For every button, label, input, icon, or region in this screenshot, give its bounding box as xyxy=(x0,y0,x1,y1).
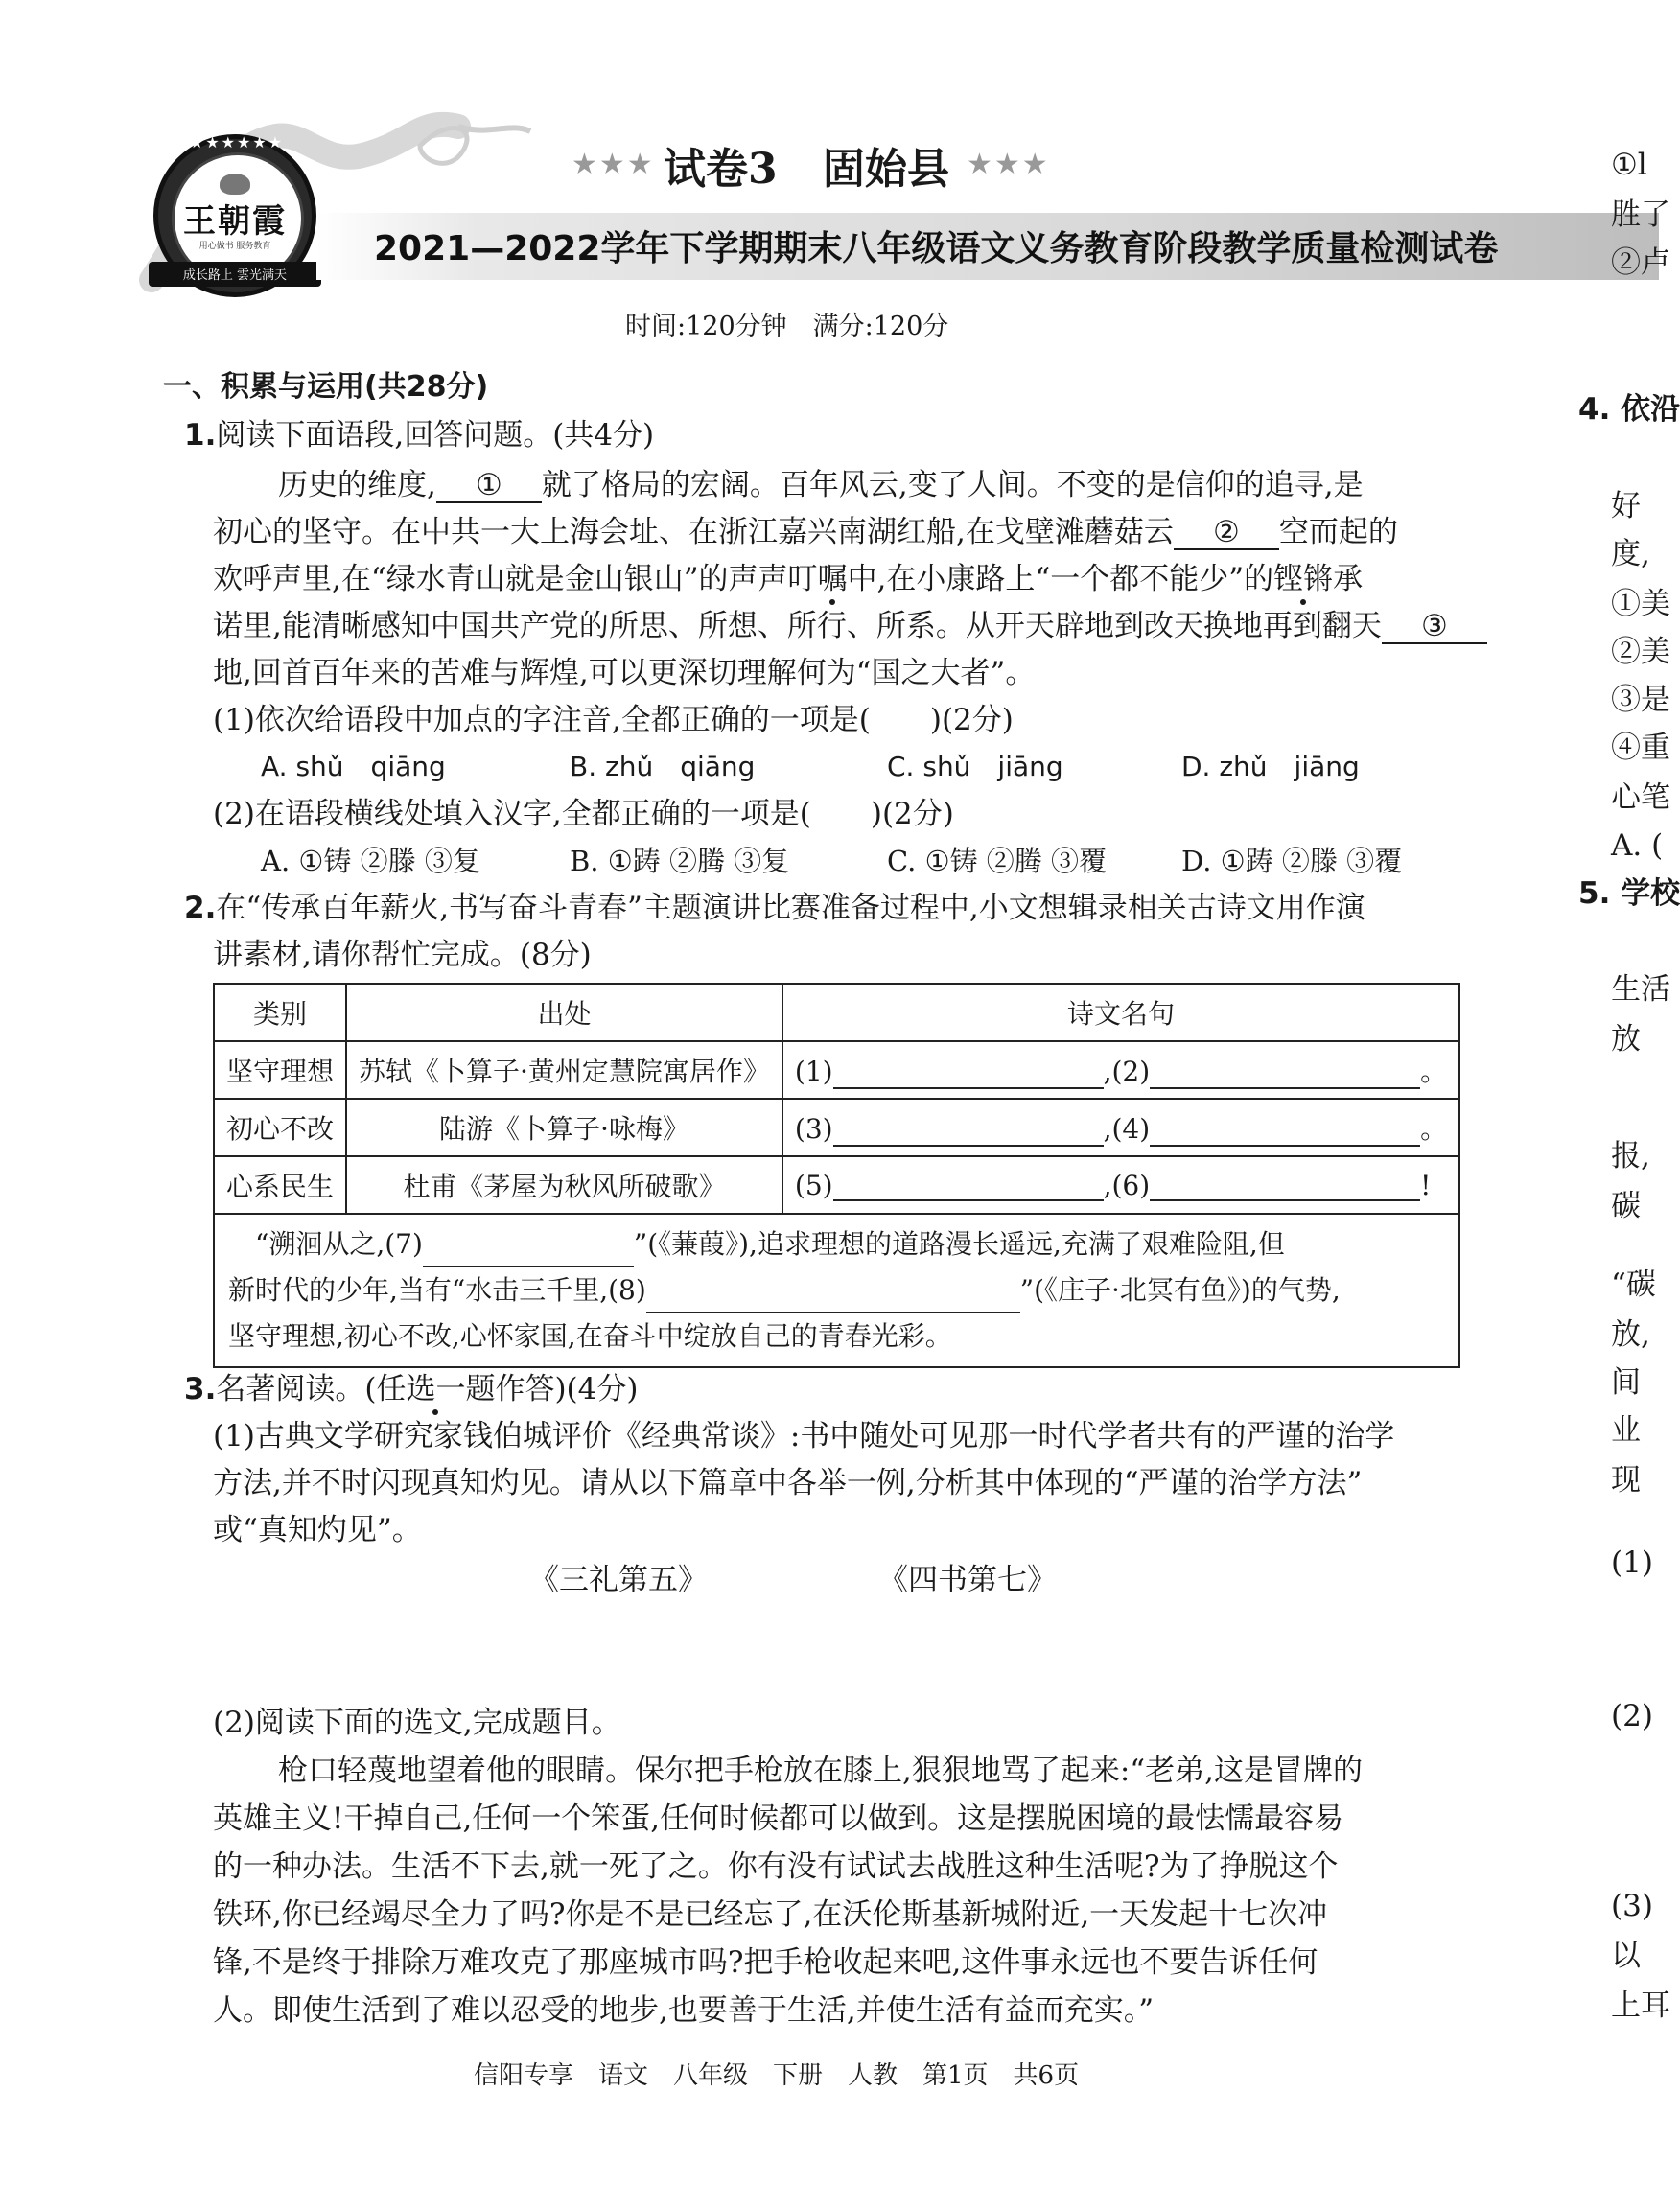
logo-emblem-icon xyxy=(220,174,250,195)
page-footer: 信阳专享 语文 八年级 下册 人教 第1页 共6页 xyxy=(474,2061,1080,2090)
q3-s1-line3: 或“真知灼见”。 xyxy=(213,1513,422,1547)
q1-number: 1. xyxy=(184,418,217,453)
header-category: 类别 xyxy=(214,984,346,1041)
logo-motto: 用心做书 服务教育 xyxy=(198,242,271,251)
chapter-1: 《三礼第五》 xyxy=(529,1563,708,1597)
answer-cell[interactable]: (5) ,(6) ! xyxy=(782,1156,1459,1214)
passage-line-3: 的一种办法。生活不下去,就一死了之。你有没有试试去战胜这种生活呢?为了挣脱这个 xyxy=(213,1849,1339,1884)
passage-line-6: 人。即使生活到了难以忍受的地步,也要善于生活,并使生活有益而充实。” xyxy=(213,1993,1155,2028)
q3-s1-line2: 方法,并不时闪现真知灼见。请从以下篇章中各举一例,分析其中体现的“严谨的治学方法” xyxy=(213,1466,1363,1500)
q1-prompt: 1.阅读下面语段,回答问题。(共4分) xyxy=(184,418,655,453)
table-header-row xyxy=(214,984,1459,1041)
paper-number: 试卷3 xyxy=(664,145,778,194)
answer-cell[interactable]: (3) ,(4) 。 xyxy=(782,1099,1459,1156)
q3-title: 3.名著阅读。(任选一题作答)(4分) xyxy=(184,1372,639,1406)
stars-right: ★★★ xyxy=(967,148,1050,181)
table-row: 坚守理想 苏轼《卜算子·黄州定慧院寓居作》 (1) ,(2) 。 xyxy=(214,1041,1459,1099)
right-column-fragment: ①l 胜了 ②卢 4. 依沿 好 度, ①美 ②美 ③是 ④重 心笔 A. ( 5. 学校 生活 放 报, 碳 “碳 放, 间 业 现 (1) (2) (3) 以 上耳 xyxy=(1578,148,1680,2023)
q1-passage-line2: 初心的坚守。在中共一大上海会址、在浙江嘉兴南湖红船,在戈壁滩蘑菇云 ② 空而起的 xyxy=(213,515,1398,549)
chapter-2: 《四书第七》 xyxy=(878,1563,1057,1597)
answer-cell[interactable]: (1) ,(2) 。 xyxy=(782,1041,1459,1099)
logo-badge xyxy=(153,134,316,297)
q2-line1: 2.在“传承百年薪火,书写奋斗青春”主题演讲比赛准备过程中,小文想辑录相关古诗文用作演 xyxy=(184,891,1365,925)
passage-line-1: 枪口轻蔑地望着他的眼睛。保尔把手枪放在膝上,狠狠地骂了起来:“老弟,这是冒牌的 xyxy=(278,1754,1363,1788)
q1-sub1-option-b[interactable]: B. zhǔ qiāng xyxy=(570,751,756,782)
q2-line2: 讲素材,请你帮忙完成。(8分) xyxy=(213,938,592,972)
logo-stars: ★★★★★★ xyxy=(189,133,285,151)
q1-sub1: (1)依次给语段中加点的字注音,全都正确的一项是( )(2分) xyxy=(213,703,1014,737)
table-row: 心系民生 杜甫《茅屋为秋风所破歌》 (5) ,(6) ! xyxy=(214,1156,1459,1214)
exam-title: 2021—2022学年下学期期末八年级语文义务教育阶段教学质量检测试卷 xyxy=(374,229,1499,268)
q3-s2: (2)阅读下面的选文,完成题目。 xyxy=(213,1706,621,1740)
answer-blank-7[interactable] xyxy=(423,1237,634,1267)
q1-sub2-option-a[interactable]: A. ①铸 ②滕 ③复 xyxy=(261,845,480,877)
poem-table xyxy=(213,983,1460,1368)
header-lines: 诗文名句 xyxy=(782,984,1459,1041)
county-name: 固始县 xyxy=(823,145,949,194)
q1-passage-line5: 地,回首百年来的苦难与辉煌,可以更深切理解何为“国之大者”。 xyxy=(213,656,1036,690)
q1-passage-line3: 欢呼声里,在“绿水青山就是金山银山”的声声叮嘱中,在小康路上“一个都不能少”的铿锵承 xyxy=(213,562,1364,596)
table-summary-row: “溯洄从之,(7) ”(《蒹葭》),追求理想的道路漫长遥远,充满了艰难险阻,但 新时代的少年,当有“水击三千里,(8) ”(《庄子·北冥有鱼》)的气势, 坚守理想,初心不改,心怀家国,在奋斗中绽放自己的青春光彩。 xyxy=(214,1214,1459,1367)
table-row: 初心不改 陆游《卜算子·咏梅》 (3) ,(4) 。 xyxy=(214,1099,1459,1156)
logo-name: 王朝霞 xyxy=(183,202,287,241)
header-source: 出处 xyxy=(346,984,782,1041)
q1-sub1-option-c[interactable]: C. shǔ jiāng xyxy=(887,751,1063,782)
time-score: 时间:120分钟 满分:120分 xyxy=(625,312,949,341)
q1-sub1-option-d[interactable]: D. zhǔ jiāng xyxy=(1181,751,1360,782)
section-title: 一、积累与运用(共28分) xyxy=(163,370,489,404)
passage-line-2: 英雄主义!干掉自己,任何一个笨蛋,任何时候都可以做到。这是摆脱困境的最怯懦最容易 xyxy=(213,1801,1344,1836)
passage-line-5: 锋,不是终于排除万难攻克了那座城市吗?把手枪收起来吧,这件事永远也不要告诉任何 xyxy=(213,1945,1318,1980)
answer-blank-8[interactable] xyxy=(646,1283,1020,1313)
q1-passage-line1: 历史的维度, ① 就了格局的宏阔。百年风云,变了人间。不变的是信仰的追寻,是 xyxy=(278,468,1364,502)
q1-sub2: (2)在语段横线处填入汉字,全都正确的一项是( )(2分) xyxy=(213,797,954,831)
q1-sub2-option-c[interactable]: C. ①铸 ②腾 ③覆 xyxy=(887,845,1108,877)
logo-slogan: 成长路上 雲光满天 xyxy=(182,268,288,283)
q3-s1-line1: (1)古典文学研究家钱伯城评价《经典常谈》:书中随处可见那一时代学者共有的严谨的治学 xyxy=(213,1419,1395,1453)
q1-sub2-option-b[interactable]: B. ①踌 ②腾 ③复 xyxy=(570,845,790,877)
passage-line-4: 铁环,你已经竭尽全力了吗?你是不是已经忘了,在沃伦斯基新城附近,一天发起十七次冲 xyxy=(213,1897,1328,1932)
q1-sub2-option-d[interactable]: D. ①踌 ②滕 ③覆 xyxy=(1181,845,1403,877)
q1-sub1-option-a[interactable]: A. shǔ qiāng xyxy=(261,751,446,782)
q1-passage-line4: 诺里,能清晰感知中国共产党的所思、所想、所行、所系。从开天辟地到改天换地再到翻天 ③ xyxy=(213,605,1487,647)
stars-left: ★★★ xyxy=(572,148,655,181)
